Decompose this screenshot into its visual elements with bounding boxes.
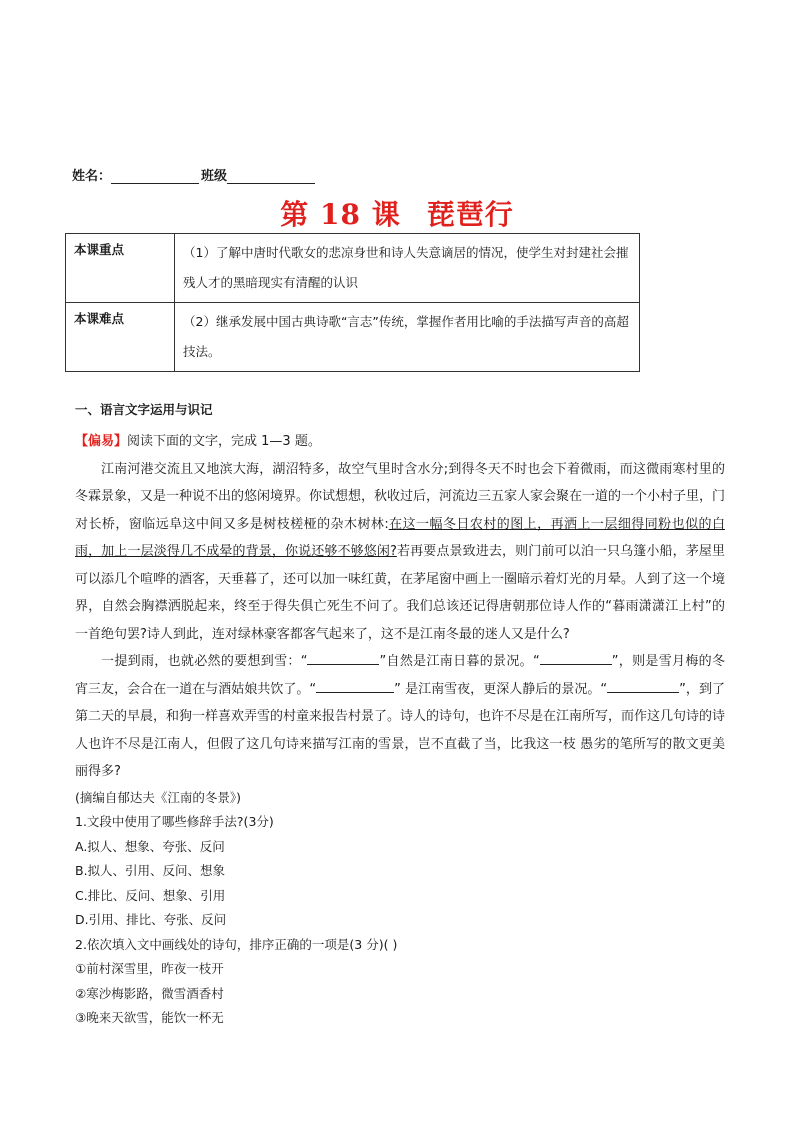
table-label: 本课重点 (66, 234, 175, 303)
question-1-stem: 1.文段中使用了哪些修辞手法?(3分) (75, 814, 274, 829)
key-points-table (65, 233, 640, 372)
fill-blank[interactable] (540, 650, 612, 665)
table-label: 本课难点 (66, 303, 175, 372)
paragraph-text: ”自然是江南日暮的景况。“ (379, 654, 540, 669)
name-blank[interactable] (111, 169, 199, 184)
fill-blank[interactable] (316, 678, 394, 693)
paragraph-1 (75, 456, 725, 649)
intro-line (75, 428, 725, 456)
table-row (66, 303, 640, 372)
paragraph-text: 若再要点景致进去，则门前可以泊一只乌篷小船，茅屋里可以添几个喧哗的酒客，天垂暮了，还可以加一味红黄，在茅尾窗中画上一圈暗示着灯光的月晕。人到了这一个境界，自然会胸襟洒脱起来，终至于得失俱亡死生不问了。我们总该还记得唐朝那位诗人作的“暮雨潇潇江上村”的一首绝句罢?诗人到此，连对绿林豪客都客气起来了，这不是江南冬最的迷人又是什么? (75, 544, 726, 642)
source-note: (摘编自郁达夫《江南的冬景》) (75, 789, 242, 805)
section-heading: 一、语言文字运用与识记 (75, 402, 213, 417)
difficulty-tag: 【偏易】 (75, 434, 128, 449)
lesson-name: 琵琶行 (426, 198, 514, 231)
fill-blank[interactable] (307, 650, 379, 665)
intro-text: 阅读下面的文字，完成 1—3 题。 (127, 434, 321, 449)
table-row (66, 234, 640, 303)
option-c[interactable]: C.排比、反问、想象、引用 (75, 887, 226, 903)
paragraph-text: ”，则是雪月梅的冬宵三友，会合在一道在与酒姑娘共饮了。“ (75, 654, 725, 697)
student-info-line (72, 165, 315, 184)
paragraph-text: ”，到了第二天的早晨，和狗一样喜欢弄雪的村童来报告村景了。诗人的诗句，也许不尽是在江南所写，而作这几句诗的诗人也许不尽是江南人，但假了这几句诗来描写江南的雪景，岂不直截了当，比我这一枝 愚劣的笔所写的散文更美丽得多? (75, 681, 726, 779)
option-b[interactable]: B.拟人、引用、反问、想象 (75, 863, 226, 878)
table-text: （2）继承发展中国古典诗歌“言志”传统，掌握作者用比喻的手法描写声音的高超技法。 (175, 303, 640, 372)
poem-line-3: ③晚来天欲雪，能饮一杯无 (75, 1010, 224, 1025)
paragraph-text: ” 是江南雪夜，更深人静后的景况。“ (394, 681, 608, 697)
class-label: 班级 (201, 169, 228, 184)
paragraph-text: 一提到雨，也就必然的要想到雪：“ (101, 654, 308, 669)
paragraph-2 (75, 648, 725, 786)
option-d[interactable]: D.引用、排比、夸张、反问 (75, 912, 227, 927)
paragraph-text: 江南河港交流且又地滨大海，湖沼特多，故空气里时含水分;到得冬天不时也会下着微雨，而这微雨寒村里的冬霖景象，又是一种说不出的悠闲境界。你试想想，秋收过后，河流边三五家人家会聚在一道的一个小村子里，门对长桥，窗临远阜这中间又多是树枝槎桠的杂木树林: (75, 461, 726, 532)
fill-blank[interactable] (607, 678, 679, 693)
name-label: 姓名： (72, 169, 112, 184)
question-2-stem: 2.依次填入文中画线处的诗句，排序正确的一项是(3 分)( ) (75, 936, 398, 952)
lesson-number: 第 18 课 (280, 198, 401, 231)
underlined-sentence: 在这一幅冬日农村的图上，再洒上一层细得同粉也似的白雨，加上一层淡得几不成晕的背景，你说还够不够悠闲? (75, 516, 725, 559)
poem-line-2: ②寒沙梅影路，微雪酒香村 (75, 985, 224, 1001)
class-blank[interactable] (227, 169, 315, 184)
table-text: （1）了解中唐时代歌女的悲凉身世和诗人失意谪居的情况，使学生对封建社会摧残人才的黑暗现实有清醒的认识 (175, 234, 640, 303)
option-a[interactable]: A.拟人、想象、夸张、反问 (75, 838, 225, 854)
poem-line-1: ①前村深雪里，昨夜一枝开 (75, 961, 224, 976)
page-title (0, 193, 794, 233)
reading-passage (75, 428, 725, 1031)
